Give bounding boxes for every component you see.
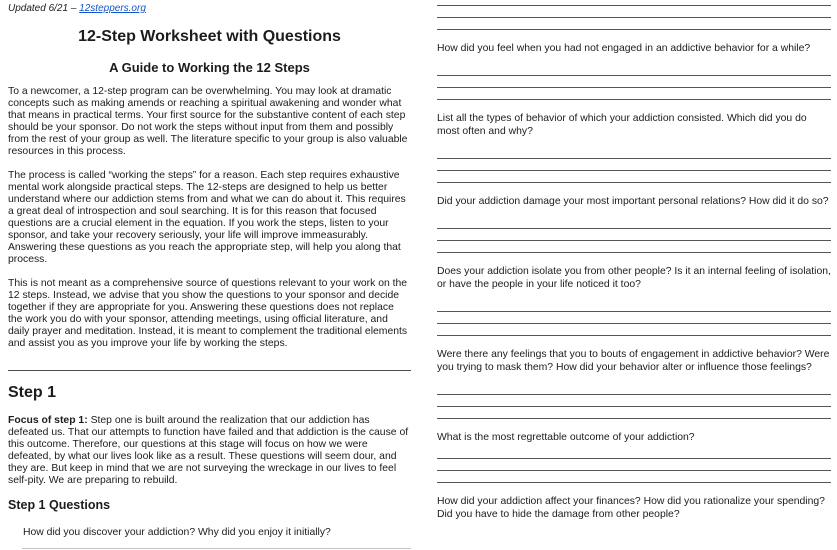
step1-first-question: How did you discover your addiction? Why did you enjoy it initially? [23,527,331,538]
worksheet-question: Did your addiction damage your most important personal relations? How did it do so? [437,196,829,207]
answer-line [437,241,831,253]
answer-line [437,229,831,241]
answer-line [437,459,831,471]
answer-lines [437,147,831,183]
answer-line [437,76,831,88]
page-subtitle: A Guide to Working the 12 Steps [109,60,310,75]
answer-line [437,383,831,395]
answer-line [437,217,831,229]
worksheet-question: How did your addiction affect your finances? How did you rationalize your spending? Did you have to hide the damage from other people? [437,496,825,520]
intro-paragraph-2: The process is called “working the steps” for a reason. Each step requires exhaustive mental work alongside practical steps. The 12-steps are designed to help us better understand where our addiction stems from and what we can do about it. This requires a great deal of introspection and soul searching. It is for this reason that focused questions are a crucial element in the equation. If you work the steps, listen to your sponsor, and take your recovery seriously, your life will improve immeasurably. Answering these questions as you reach the appropriate step, will help you along that process. [8,170,406,265]
answer-line [437,312,831,324]
answer-line [437,147,831,159]
updated-label: Updated 6/21 – [8,3,77,14]
answer-line [437,64,831,76]
answer-line [437,300,831,312]
section-divider [8,370,411,371]
partial-answer-line [22,548,411,549]
page-title: 12-Step Worksheet with Questions [78,28,341,45]
answer-line [437,171,831,183]
answer-line [437,324,831,336]
left-column [8,0,411,539]
answer-lines [437,447,831,483]
answer-line [437,447,831,459]
focus-label: Focus of step 1: [8,415,88,426]
answer-line [437,6,831,18]
updated-note [8,3,411,15]
answer-lines [437,217,831,253]
answer-lines [437,64,831,100]
worksheet-question: List all the types of behavior of which your addiction consisted. Which did you do most often and why? [437,113,807,137]
worksheet-question: Does your addiction isolate you from other people? Is it an internal feeling of isolation, or have the people in your life noticed it too? [437,266,831,290]
answer-lines [437,0,831,30]
intro-paragraph-1: To a newcomer, a 12-step program can be overwhelming. You may look at dramatic concepts such as making amends or reaching a spiritual awakening and wonder what that means in practical terms. Your first source for the substantive content of each step should be your sponsor. Do not work the steps without input from them and possibly from the rest of your group as well. The literature specific to your group is also valuable resources in this process. [8,86,408,157]
answer-line [437,471,831,483]
step1-focus-paragraph [8,415,411,487]
worksheet-question: How did you feel when you had not engaged in an addictive behavior for a while? [437,43,811,54]
answer-line [437,159,831,171]
site-link[interactable]: 12steppers.org [79,3,146,14]
answer-line [437,18,831,30]
answer-lines [437,300,831,336]
focus-body: Step one is built around the realization that our addiction has defeated us. That our attempts to function have failed and that addiction is the cause of this outcome. Therefore, our questions at this stage will focus on how we were defeated, by what our lives look like as a result. These questions will seem dour, and they are. But keep in mind that we are not surveying the wreckage in our lives to feel self-pity. We are preparing to rebuild. [8,415,409,486]
answer-line [437,407,831,419]
worksheet-question: Were there any feelings that you to bouts of engagement in addictive behavior? Were you trying to mask them? How did your behavior alter or influence those feelings? [437,349,830,373]
answer-line [437,88,831,100]
intro-paragraph-3: This is not meant as a comprehensive source of questions relevant to your work on the 12 steps. Instead, we advise that you show the questions to your sponsor and decide together if they are appropriate for you. Answering these questions does not replace the work you do with your sponsor, attending meetings, using official literature, and daily prayer and meditation. Instead, it is meant to complement the traditional elements and assist you as you improve your life by working the steps. [8,278,408,349]
answer-lines [437,383,831,419]
step1-questions-heading: Step 1 Questions [8,498,111,512]
right-column [437,0,831,521]
worksheet-question: What is the most regrettable outcome of your addiction? [437,432,695,443]
step1-heading: Step 1 [8,384,57,401]
answer-line [437,395,831,407]
